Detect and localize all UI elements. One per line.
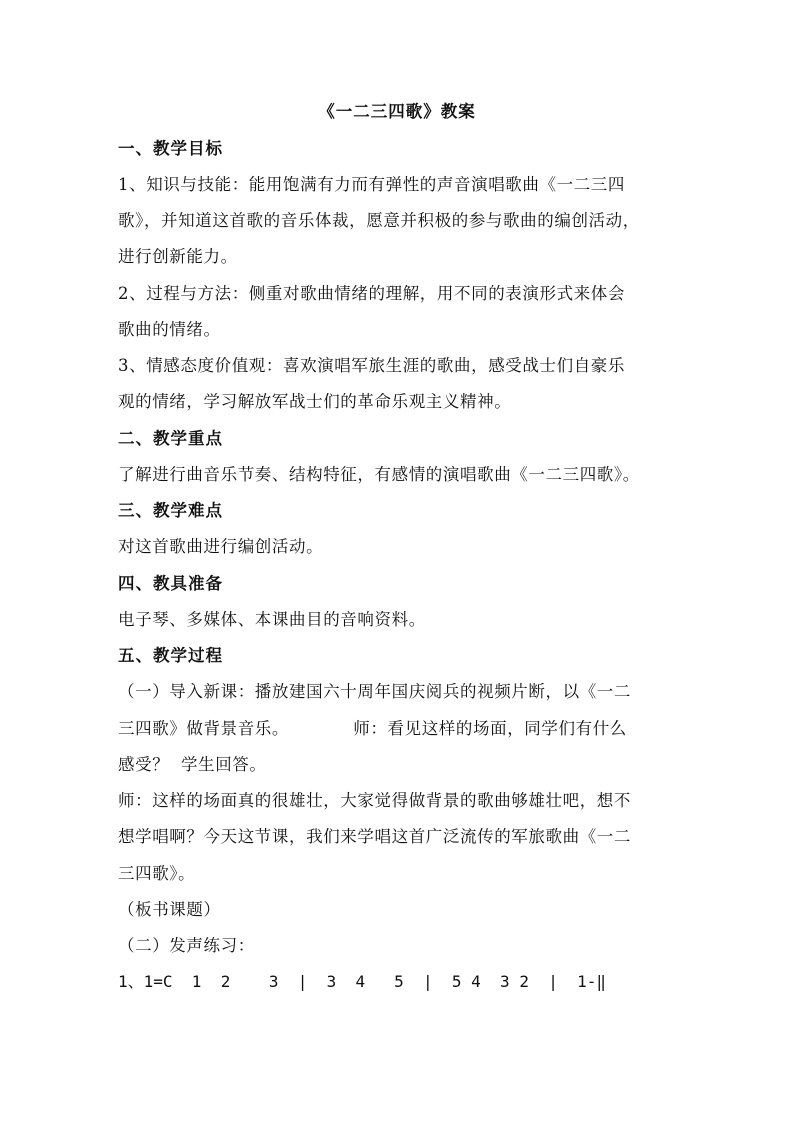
section-heading-materials: 四、教具准备 [118, 574, 223, 593]
paragraph-line: 师：这样的场面真的很雄壮，大家觉得做背景的歌曲够雄壮吧，想不 [118, 791, 631, 810]
paragraph-line: 了解进行曲音乐节奏、结构特征，有感情的演唱歌曲《一二三四歌》。 [118, 465, 640, 484]
document-title: 《一二三四歌》教案 [318, 102, 476, 121]
paragraph-line: 三四歌》。 [118, 864, 196, 883]
section-heading-key-points: 二、教学重点 [118, 429, 223, 448]
paragraph-line: （板书课题） [118, 900, 221, 919]
paragraph-line: （一）导入新课：播放建国六十周年国庆阅兵的视频片断，以《一二 [118, 682, 631, 701]
paragraph-line: 歌曲的情绪。 [118, 320, 221, 339]
section-heading-objectives: 一、教学目标 [118, 139, 223, 158]
paragraph-line: 观的情绪，学习解放军战士们的革命乐观主义精神。 [118, 392, 512, 411]
paragraph-line: 对这首歌曲进行编创活动。 [118, 537, 324, 556]
music-notation-line: 1、1=C 1 2 3 | 3 4 5 | 5 4 3 2 | 1-‖ [118, 972, 607, 991]
paragraph-line: 感受？ 学生回答。 [118, 755, 267, 774]
paragraph-line: 电子琴、多媒体、本课曲目的音响资料。 [118, 610, 426, 629]
paragraph-line: 想学唱啊？今天这节课，我们来学唱这首广泛流传的军旅歌曲《一二 [118, 827, 631, 846]
paragraph-line: 进行创新能力。 [118, 247, 238, 266]
paragraph-line: 歌》，并知道这首歌的音乐体裁，愿意并积极的参与歌曲的编创活动， [118, 211, 640, 230]
paragraph-line: 1、知识与技能：能用饱满有力而有弹性的声音演唱歌曲《一二三四 [118, 175, 625, 194]
paragraph-line: （二）发声练习： [118, 936, 255, 955]
paragraph-line: 3、情感态度价值观：喜欢演唱军旅生涯的歌曲，感受战士们自豪乐 [118, 356, 625, 375]
section-heading-difficulties: 三、教学难点 [118, 501, 223, 520]
section-heading-process: 五、教学过程 [118, 646, 223, 665]
paragraph-line: 三四歌》做背景音乐。 师：看见这样的场面，同学们有什么 [118, 719, 627, 738]
paragraph-line: 2、过程与方法：侧重对歌曲情绪的理解，用不同的表演形式来体会 [118, 284, 625, 303]
